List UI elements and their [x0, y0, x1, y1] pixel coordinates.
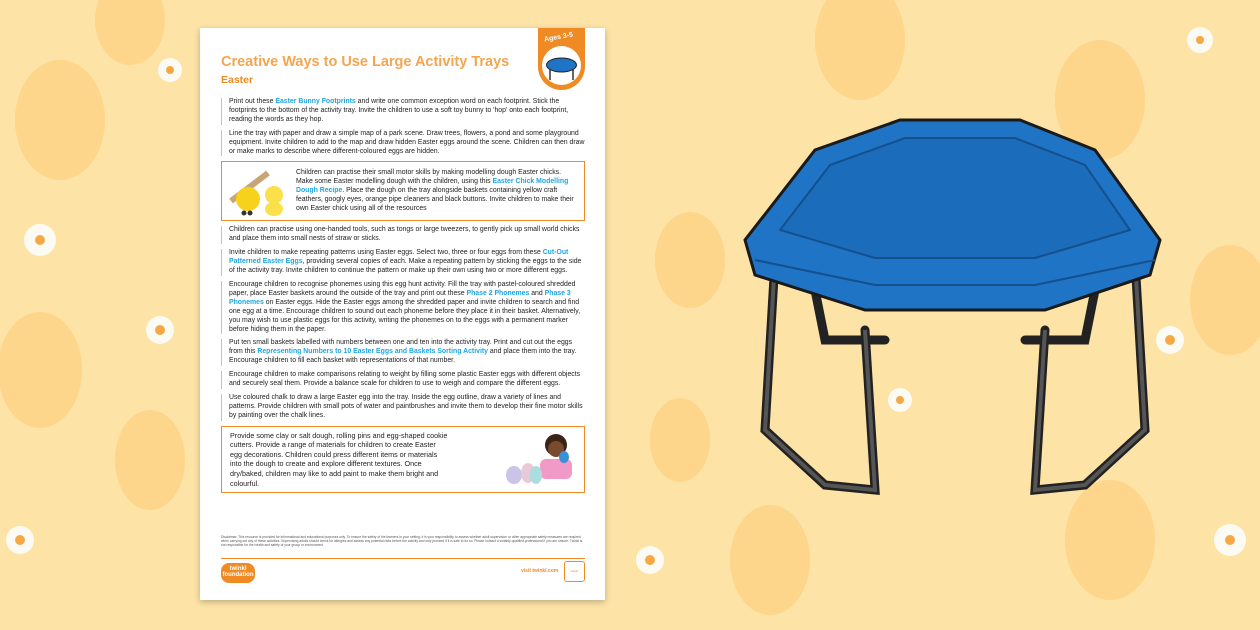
- activity-list: [221, 98, 585, 498]
- disclaimer: Disclaimer: This resource is provided for informational and educational purposes only. To ensure the safety of the learners in your setting, it is your responsibility to assess whether adult supervision or other appropriate safety measures are required when carrying out any of these activities. Supervising adults should check for allergies and assess any potential risks before the activity and only proceed if it is safe to do so. Please contact a suitably qualified professional if you are unsure. Twinkl is not responsible for the health and safety of your group or environment.: [221, 535, 583, 548]
- age-badge: [538, 28, 585, 90]
- activity-document: [200, 28, 605, 600]
- tray-icon: [542, 46, 581, 85]
- link[interactable]: Phase 3 Phonemes: [229, 289, 571, 306]
- activity-text: Invite children to make repeating patterns using Easter eggs. Select two, three or four eggs from these: [229, 249, 543, 257]
- twinkl-foundation-logo: twinkl foundation: [221, 563, 255, 583]
- girl-with-eggs-illustration: [494, 431, 584, 487]
- activity-tray-illustration: [735, 110, 1175, 520]
- activity-item: [221, 130, 585, 157]
- activity-text: and write one common exception word on each footprint. Stick the footprints to the bottom of the activity tray. Invite the children to use a soft toy bunny to 'hop' onto each footprint, reading the words as they hop.: [229, 98, 569, 123]
- document-title: Creative Ways to Use Large Activity Trays: [221, 54, 510, 70]
- activity-text: and place them into the tray. Encourage children to fill each basket with representations of that number.: [229, 348, 577, 365]
- link[interactable]: Cut-Out Patterned Easter Eggs: [229, 249, 569, 266]
- activity-item: [221, 394, 585, 421]
- activity-item: [221, 339, 585, 366]
- activity-item-highlight: [221, 161, 585, 221]
- link[interactable]: Representing Numbers to 10 Easter Eggs and Baskets Sorting Activity: [257, 348, 488, 356]
- document-footer: [221, 558, 585, 578]
- activity-item: [221, 226, 585, 244]
- quality-seal: twinkl: [564, 561, 585, 582]
- activity-text: Children can practise using one-handed tools, such as tongs or large tweezers, to gently pick up small world chicks and place them into small nests of straw or sticks.: [229, 226, 580, 243]
- activity-text: . Place the dough on the tray alongside baskets containing yellow craft feathers, googly eyes, orange pipe cleaners and black buttons. Invite children to make their own Easter chick using all of the resources: [296, 186, 574, 212]
- activity-text: Print out these: [229, 98, 276, 105]
- activity-text: on Easter eggs. Hide the Easter eggs among the shredded paper and invite children to search and find one egg at a time. Encourage children to sound out each phoneme before they place it in their basket. Alternatively, you may wish to use plastic eggs for this activity, writing the phonemes on to the eggs with a permanent marker before hiding them in the paper.: [229, 298, 581, 333]
- activity-text: , providing several copies of each. Make a repeating pattern by sticking the eggs to the side of the activity tray. Invite children to continue the pattern or make up their own using two or more different eggs.: [229, 258, 582, 275]
- link[interactable]: Easter Bunny Footprints: [275, 98, 356, 105]
- activity-text: Children can practise their small motor skills by making modelling dough Easter chicks. Make some Easter modelling dough with the children, using this: [296, 169, 562, 186]
- chick-dough-illustration: [228, 165, 290, 217]
- activity-item: [221, 281, 585, 334]
- activity-text: Encourage children to make comparisons relating to weight by filling some plastic Easter eggs with different objects and securely seal them. Provide a balance scale for children to use to weigh and compare the different eggs.: [229, 371, 581, 388]
- activity-item-highlight: Provide some clay or salt dough, rolling pins and egg-shaped cookie cutters. Provide a range of materials for children to create Easter egg decorations. Children could press different items or materials into the dough to create and explore different textures. Once dry/baked, children may like to add paint to make them bright and colourful.: [221, 426, 585, 494]
- document-subtitle: Easter: [221, 74, 254, 86]
- activity-item: [221, 371, 585, 389]
- activity-text: and: [529, 289, 545, 297]
- activity-item: [221, 249, 585, 276]
- activity-text: Encourage children to recognise phonemes using this egg hunt activity. Fill the tray with pastel-coloured shredded paper, place Easter baskets around the outside of the tray and print out these: [229, 280, 576, 297]
- link[interactable]: Easter Chick Modelling Dough Recipe: [296, 178, 569, 194]
- activity-text: Line the tray with paper and draw a simple map of a park scene. Draw trees, flowers, a pond and some playground equipment. Invite children to add to the map and draw hidden Easter eggs around the scene. Children can then draw or make marks to describe where different-coloured eggs are hidden.: [229, 129, 585, 155]
- age-badge-label: Ages 3-5: [543, 31, 574, 44]
- visit-link[interactable]: visit twinkl.com: [521, 568, 559, 574]
- link[interactable]: Phase 2 Phonemes: [466, 289, 530, 297]
- activity-text: Put ten small baskets labelled with numbers between one and ten into the activity tray. Print and cut out the eggs from this: [229, 339, 573, 356]
- activity-text: Use coloured chalk to draw a large Easter egg into the tray. Inside the egg outline, draw a variety of lines and patterns. Provide children with small pots of water and paintbrushes and invite them to develop their fine motor skills by painting over the chalk lines.: [229, 393, 583, 419]
- activity-item: [221, 98, 585, 125]
